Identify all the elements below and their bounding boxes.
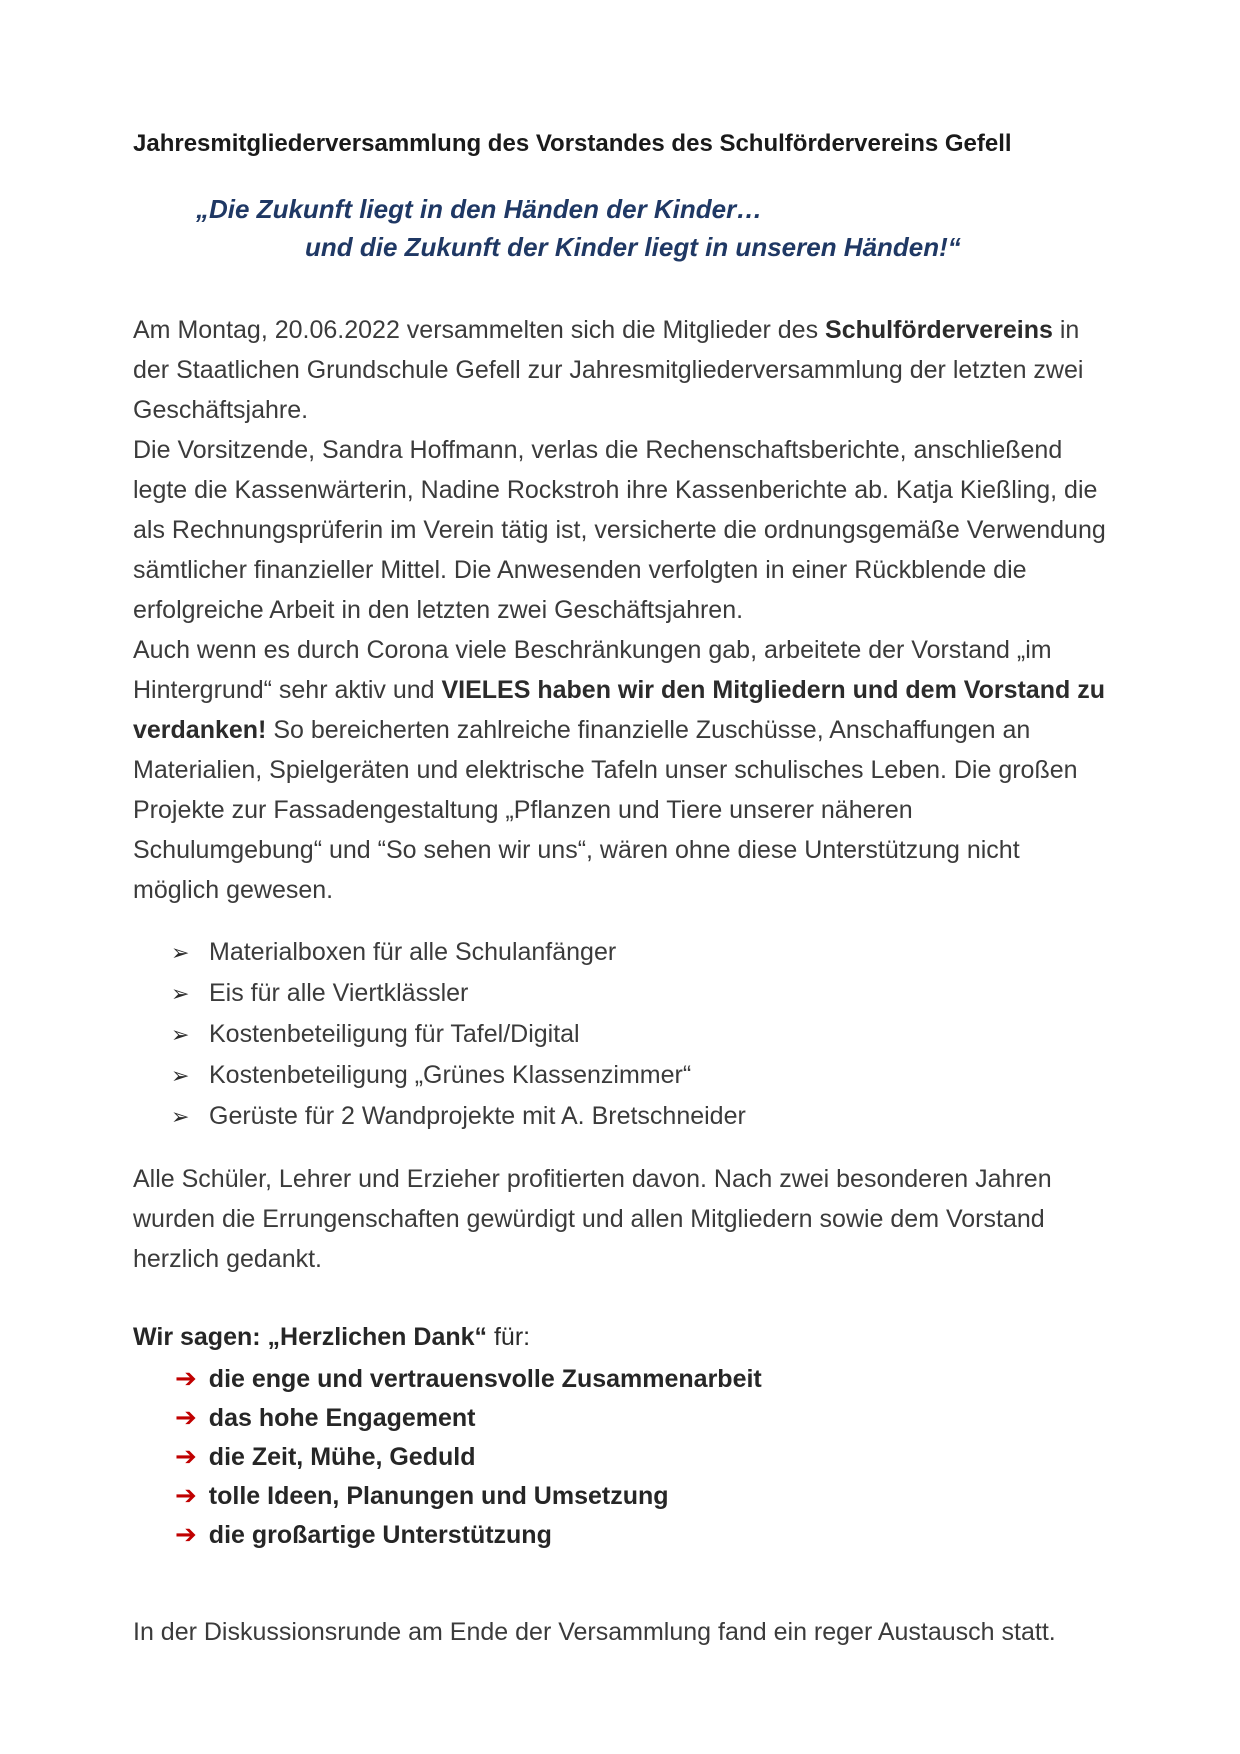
arrowhead-bullet-icon: ➢	[171, 1104, 190, 1129]
quote-block	[133, 190, 1107, 266]
report-paragraph: Die Vorsitzende, Sandra Hoffmann, verlas die Rechenschaftsberichte, anschließend legte die Kassenwärterin, Nadine Rockstroh ihre Kassenberichte ab. Katja Kießling, die als Rechnungsprüferin im Verein tätig ist, versicherte die ordnungsgemäße Verwendung sämtlicher finanzieller Mittel. Die Anwesenden verfolgten in einer Rückblende die erfolgreiche Arbeit in den letzten zwei Geschäftsjahren.	[133, 436, 1106, 624]
thanks-heading-bold: Wir sagen: „Herzlichen Dank“	[133, 1323, 488, 1351]
document-title: Jahresmitgliederversammlung des Vorstandes des Schulfördervereins Gefell	[133, 130, 1012, 157]
intro-text-end: in der Staatlichen Grundschule Gefell zur Jahresmitgliederversammlung der letzten zwei Geschäftsjahre.	[133, 316, 1084, 424]
corona-bold-thanks: VIELES haben wir den Mitgliedern und dem Vorstand zu verdanken!	[133, 676, 1105, 744]
intro-bold-schulfoerderverein: Schulfördervereins	[825, 316, 1053, 344]
projects-list-item	[171, 1055, 1107, 1096]
projects-list-item-label: Kostenbeteiligung „Grünes Klassenzimmer“	[209, 1061, 692, 1089]
intro-paragraph	[133, 310, 1107, 430]
benefit-paragraph: Alle Schüler, Lehrer und Erzieher profitierten davon. Nach zwei besonderen Jahren wurden die Errungenschaften gewürdigt und allen Mitgliedern sowie dem Vorstand herzlich gedankt.	[133, 1165, 1052, 1273]
projects-list-item-label: Materialboxen für alle Schulanfänger	[209, 938, 617, 966]
thanks-list-item	[175, 1437, 1107, 1476]
projects-list-item	[171, 932, 1107, 973]
projects-list-item	[171, 1014, 1107, 1055]
thanks-list-item	[175, 1476, 1107, 1515]
projects-list-item-label: Gerüste für 2 Wandprojekte mit A. Bretschneider	[209, 1102, 746, 1130]
arrowhead-bullet-icon: ➢	[171, 1063, 190, 1088]
red-arrow-bullet-icon: ➔	[175, 1402, 197, 1432]
red-arrow-bullet-icon: ➔	[175, 1441, 197, 1471]
red-arrow-bullet-icon: ➔	[175, 1363, 197, 1393]
quote-line-1: „Die Zukunft liegt in den Händen der Kinder…	[196, 194, 763, 224]
intro-text-start: Am Montag, 20.06.2022 versammelten sich die Mitglieder des	[133, 316, 826, 344]
thanks-list-item-label: die Zeit, Mühe, Geduld	[208, 1443, 476, 1471]
thanks-list-item	[175, 1359, 1107, 1398]
thanks-list-item	[175, 1398, 1107, 1437]
corona-text-end: So bereicherten zahlreiche finanzielle Zuschüsse, Anschaffungen an Materialien, Spielgeräten und elektrische Tafeln unser schulisches Leben. Die großen Projekte zur Fassadengestaltung „Pflanzen und Tiere unserer näheren Schulumgebung“ und “So sehen wir uns“, wären ohne diese Unterstützung nicht möglich gewesen.	[133, 716, 1078, 904]
thanks-list	[133, 1359, 1107, 1554]
red-arrow-bullet-icon: ➔	[175, 1519, 197, 1549]
projects-list-item	[171, 973, 1107, 1014]
projects-list-item-label: Eis für alle Viertklässler	[209, 979, 469, 1007]
arrowhead-bullet-icon: ➢	[171, 940, 190, 965]
arrowhead-bullet-icon: ➢	[171, 981, 190, 1006]
thanks-list-item-label: die enge und vertrauensvolle Zusammenarbeit	[208, 1365, 762, 1393]
quote-line-2: und die Zukunft der Kinder liegt in unseren Händen!“	[305, 232, 961, 262]
thanks-heading-regular: für:	[487, 1323, 531, 1351]
thanks-list-item	[175, 1515, 1107, 1554]
projects-list-item	[171, 1096, 1107, 1137]
thanks-list-item-label: tolle Ideen, Planungen und Umsetzung	[208, 1482, 669, 1510]
projects-list	[133, 932, 1107, 1137]
projects-list-item-label: Kostenbeteiligung für Tafel/Digital	[209, 1020, 580, 1048]
closing-paragraph: In der Diskussionsrunde am Ende der Versammlung fand ein reger Austausch statt.	[133, 1618, 1056, 1646]
corona-paragraph	[133, 630, 1107, 910]
thanks-list-item-label: die großartige Unterstützung	[208, 1521, 552, 1549]
thanks-list-item-label: das hohe Engagement	[208, 1404, 476, 1432]
corona-text-start: Auch wenn es durch Corona viele Beschränkungen gab, arbeitete der Vorstand „im Hintergrund“ sehr aktiv und	[133, 636, 1052, 704]
arrowhead-bullet-icon: ➢	[171, 1022, 190, 1047]
thanks-heading	[133, 1317, 1107, 1357]
red-arrow-bullet-icon: ➔	[175, 1480, 197, 1510]
